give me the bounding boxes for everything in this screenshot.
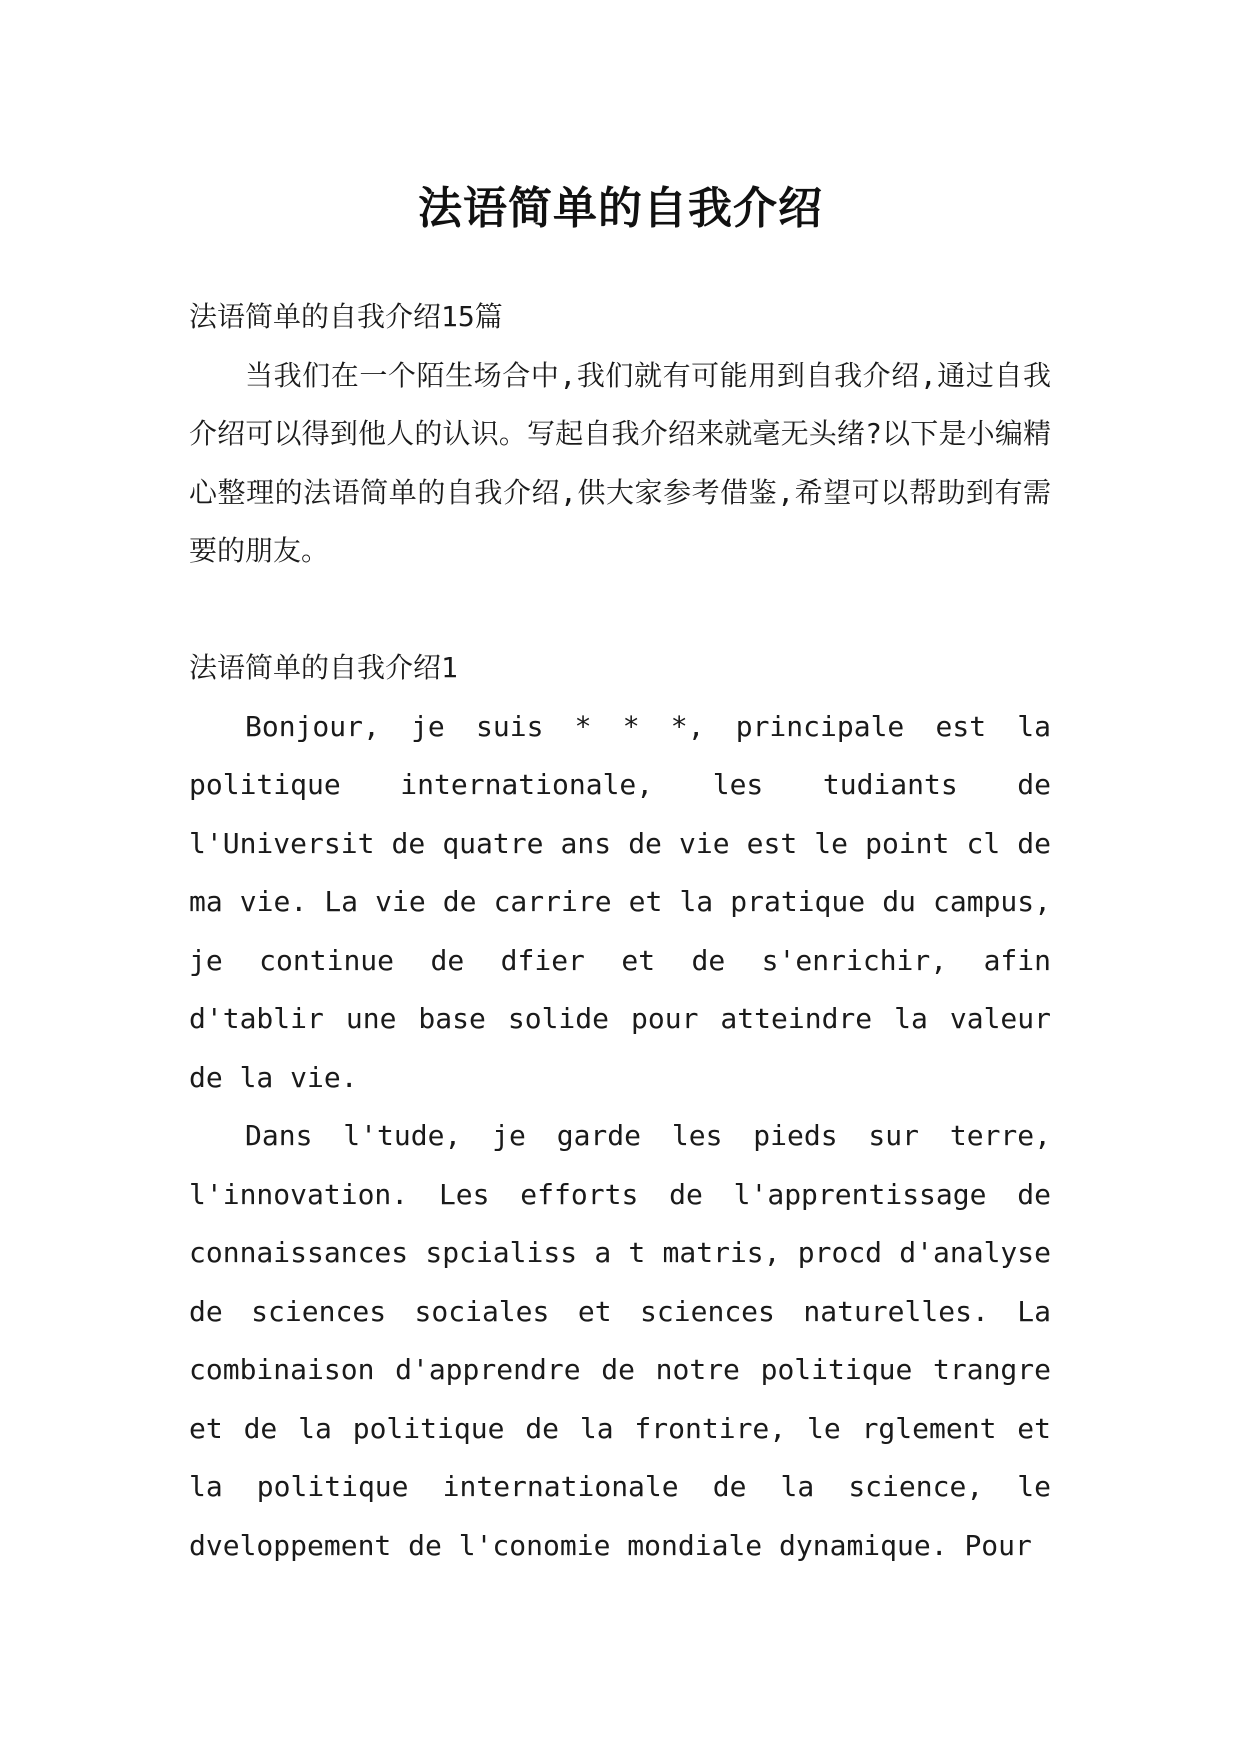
document-body (189, 288, 1051, 1575)
section-spacer (189, 581, 1051, 640)
document-subtitle: 法语简单的自我介绍15篇 (189, 300, 503, 333)
intro-paragraph: 当我们在一个陌生场合中,我们就有可能用到自我介绍,通过自我介绍可以得到他人的认识。写起自我介绍来就毫无头绪?以下是小编精心整理的法语简单的自我介绍,供大家参考借鉴,希望可以帮助到有需要的朋友。 (189, 358, 1051, 567)
body-paragraph-2: Dans l'tude, je garde les pieds sur terre, l'innovation. Les efforts de l'apprentissage de connaissances spcialiss a t matris, procd d'analyse de sciences sociales et sciences naturelles. La combinaison d'apprendre de notre politique trangre et de la politique de la frontire, le rglement et la politique internationale de la science, le dveloppement de l'conomie mondiale dynamique. Pour (189, 1119, 1051, 1562)
section-heading: 法语简单的自我介绍1 (189, 651, 458, 684)
document-title: 法语简单的自我介绍 (418, 183, 823, 235)
body-paragraph-1: Bonjour, je suis * * *, principale est la politique internationale, les tudiants de l'Universit de quatre ans de vie est le point cl de ma vie. La vie de carrire et la pratique du campus, je continue de dfier et de s'enrichir, afin d'tablir une base solide pour atteindre la valeur de la vie. (189, 709, 1051, 1094)
